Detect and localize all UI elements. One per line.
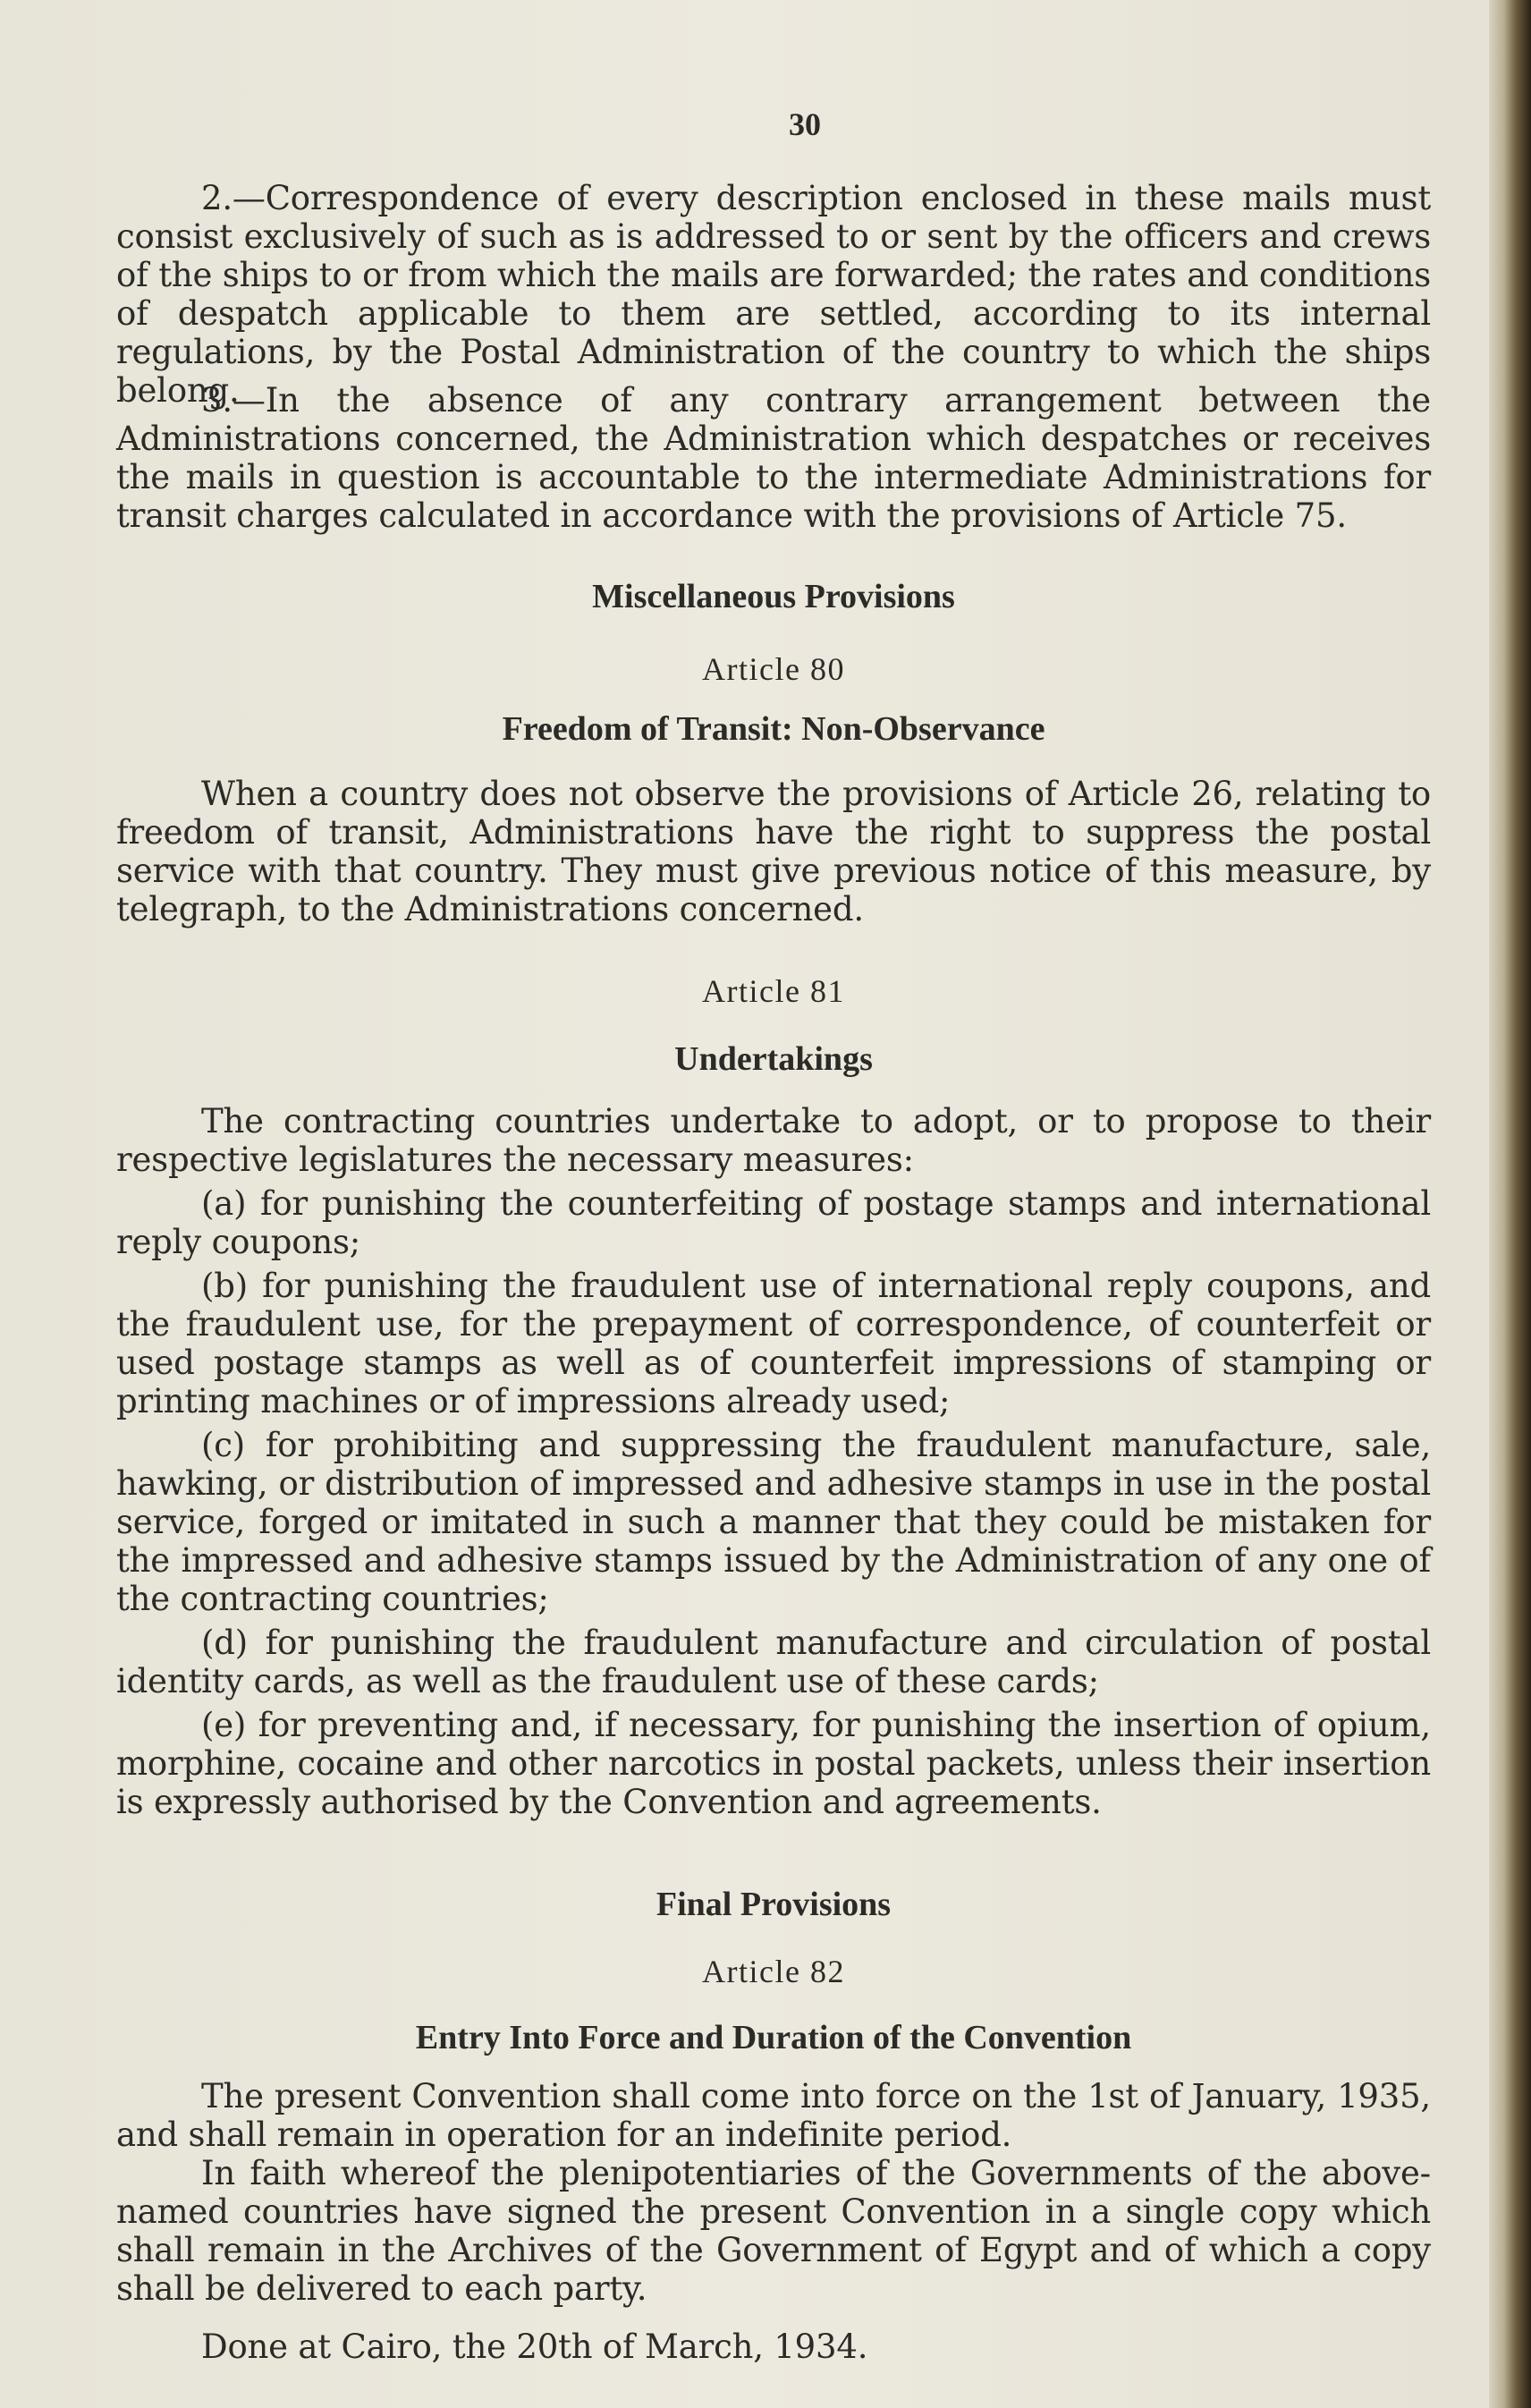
article-81-item-d: (d) for punishing the fraudulent manufacture and circulation of postal identity cards, as well as the fraudulent use of these cards; bbox=[116, 1624, 1431, 1700]
article-81-intro: The contracting countries undertake to adopt, or to propose to their respective legislatures the necessary measures: bbox=[116, 1102, 1431, 1179]
section-heading-miscellaneous: Miscellaneous Provisions bbox=[592, 578, 955, 615]
paragraph-2 bbox=[116, 179, 1431, 410]
section-heading-final: Final Provisions bbox=[656, 1886, 892, 1923]
article-81-title: Undertakings bbox=[674, 1040, 873, 1078]
article-82-title: Entry Into Force and Duration of the Convention bbox=[415, 2019, 1132, 2056]
article-81-item-a: (a) for punishing the counterfeiting of postage stamps and international reply coupons; bbox=[116, 1184, 1431, 1261]
article-82-para-2: In faith whereof the plenipotentiaries of the Governments of the above-named countries have signed the present Convention in a single copy which shall remain in the Archives of the Government of Egypt and of which a copy shall be delivered to each party. bbox=[116, 2154, 1431, 2308]
article-81-label: Article 81 bbox=[702, 973, 845, 1009]
paragraph-3 bbox=[116, 381, 1431, 535]
article-82-para-1: The present Convention shall come into force on the 1st of January, 1935, and shall remain in operation for an indefinite period. bbox=[116, 2077, 1431, 2154]
article-80-title: Freedom of Transit: Non-Observance bbox=[502, 710, 1045, 748]
paragraph-3-text: 3.—In the absence of any contrary arrangement between the Administrations concerned, the Administration which despatches or receives the mails in question is accountable to the intermediate Administrations for transit charges calculated in accordance with the provisions of Article 75. bbox=[116, 381, 1431, 535]
page-number: 30 bbox=[789, 106, 821, 142]
article-80-label: Article 80 bbox=[702, 651, 845, 687]
article-82-para-3: Done at Cairo, the 20th of March, 1934. bbox=[201, 2327, 868, 2366]
page-edge-shadow bbox=[1489, 0, 1531, 2408]
article-81-item-b: (b) for punishing the fraudulent use of international reply coupons, and the fraudulent use, for the prepayment of correspondence, of counterfeit or used postage stamps as well as of counterfeit impressions of stamping or printing machines or of impressions already used; bbox=[116, 1267, 1431, 1420]
article-82-body bbox=[116, 2077, 1431, 2366]
article-81-item-e: (e) for preventing and, if necessary, for punishing the insertion of opium, morphine, cocaine and other narcotics in postal packets, unless their insertion is expressly authorised by the Convention and agreements. bbox=[116, 1706, 1431, 1821]
paragraph-2-text: 2.—Correspondence of every description enclosed in these mails must consist exclusively of such as is addressed to or sent by the officers and crews of the ships to or from which the mails are forwarded; the rates and conditions of despatch applicable to them are settled, according to its internal regulations, by the Postal Administration of the country to which the ships belong. bbox=[116, 179, 1431, 410]
article-80-text: When a country does not observe the provisions of Article 26, relating to freedom of transit, Administrations have the right to suppress the postal service with that country. They must give previous notice of this measure, by telegraph, to the Administrations concerned. bbox=[116, 775, 1431, 928]
article-82-label: Article 82 bbox=[702, 1954, 845, 1989]
article-81-body bbox=[116, 1102, 1431, 1821]
article-80-body bbox=[116, 775, 1431, 928]
article-81-item-c: (c) for prohibiting and suppressing the fraudulent manufacture, sale, hawking, or distribution of impressed and adhesive stamps in use in the postal service, forged or imitated in such a manner that they could be mistaken for the impressed and adhesive stamps issued by the Administration of any one of the contracting countries; bbox=[116, 1426, 1431, 1618]
